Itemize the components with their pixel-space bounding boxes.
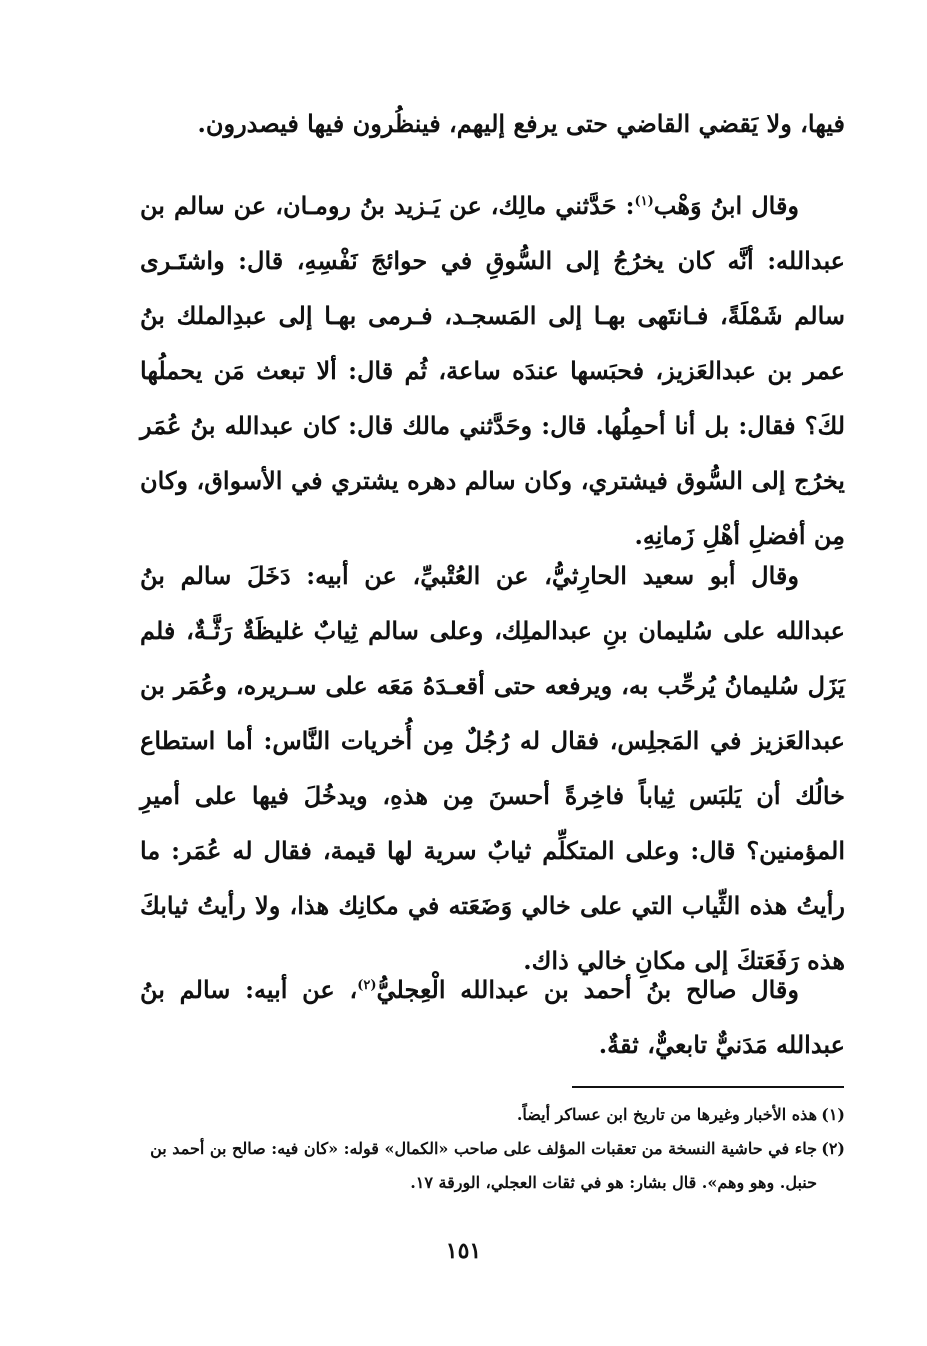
paragraph-text-rest: : حَدَّثني مالِك، عن يَـزيد بنُ رومـان، عن سالم بن عبدالله: أنَّه كان يخرُجُ إلى السُّوقِ في حوائجَ نَفْسِهِ، قال: واشتَـرى سالم شَمْلَةً، فـانتَهى بهـا إلى المَسجـد، فـرمى بهـا إلى عبدِالملك بنُ عمر بن عبدالعَزيز، فحبَسها عندَه ساعة، ثُم قال: ألا تبعث مَن يحملُها لكَ؟ فقال: بل أنا أحمِلُها. قال: وحَدَّثني مالك قال: كان عبدالله بنُ عُمَر يخرُج إلى السُّوق فيشتري، وكان سالم دهره يشتري في الأسواق، وكان مِن أفضلِ أهْلِ زَمانِهِ. xyxy=(140,191,846,550)
paragraph-text: فيها، ولا يَقضي القاضي حتى يرفع إليهم، فينظُرون فيها فيصدرون. xyxy=(197,109,845,138)
footnote-marker-1: (١) xyxy=(634,194,654,209)
paragraph-continuation xyxy=(140,96,845,151)
footnote-marker-2: (٢) xyxy=(357,978,377,993)
paragraph-text-rest: ، عن أبيه: سالم بنُ عبدالله مَدَنيٌّ تابعيٌّ، ثقةٌ. xyxy=(140,975,845,1059)
footnotes xyxy=(140,1098,845,1200)
paragraph-abu-said xyxy=(140,548,845,988)
page-number: ١٥١ xyxy=(445,1238,482,1264)
footnote-number: (١) xyxy=(821,1105,845,1124)
paragraph-salih xyxy=(140,962,845,1072)
paragraph-text: وقال أبو سعيد الحارِثيُّ، عن العُتْبيِّ، عن أبيه: دَخَلَ سالم بنُ عبدالله على سُليمان بنِ عبدالملِك، وعلى سالم ثِيابٌ غليظَةٌ رَثَّـةٌ، فلم يَزَل سُليمانُ يُرحِّب به، ويرفعه حتى أقعـدَهُ مَعَه على سـريره، وعُمَر بن عبدالعَزيز في المَجلِس، فقال له رُجُلٌ مِن أُخريات النَّاس: أما استطاع خالُك أن يَلبَس ثِياباً فاخِرةً أحسنَ مِن هذهِ، ويدخُلَ فيها على أميرِ المؤمنين؟ قال: وعلى المتكلِّم ثيابٌ سرية لها قيمة، فقال له عُمَر: ما رأيتُ هذه الثِّياب التي على خالي وَضَعَته في مكانِك هذا، ولا رأيتُ ثيابكَ هذه رَفَعَتكَ إلى مكانِ خالي ذاك. xyxy=(140,561,845,975)
footnote-1 xyxy=(140,1098,845,1132)
footnote-text: هذه الأخبار وغيرها من تاريخ ابن عساكر أيضاً. xyxy=(516,1105,817,1124)
footnote-text: جاء في حاشية النسخة من تعقبات المؤلف على صاحب «الكمال» قوله: «كان فيه: صالح بن أحمد بن حنبل. وهو وهم». قال بشار: هو في ثقات العجلي، الورقة ١٧. xyxy=(150,1139,817,1192)
paragraph-text-start: وقال ابنُ وَهْب xyxy=(653,191,800,220)
footnote-number: (٢) xyxy=(821,1139,845,1158)
paragraph-ibn-wahb xyxy=(140,178,845,563)
paragraph-text-start: وقال صالح بنُ أحمد بن عبدالله الْعِجليُّ xyxy=(376,975,799,1004)
footnote-2 xyxy=(140,1132,845,1200)
footnote-separator xyxy=(572,1086,844,1088)
